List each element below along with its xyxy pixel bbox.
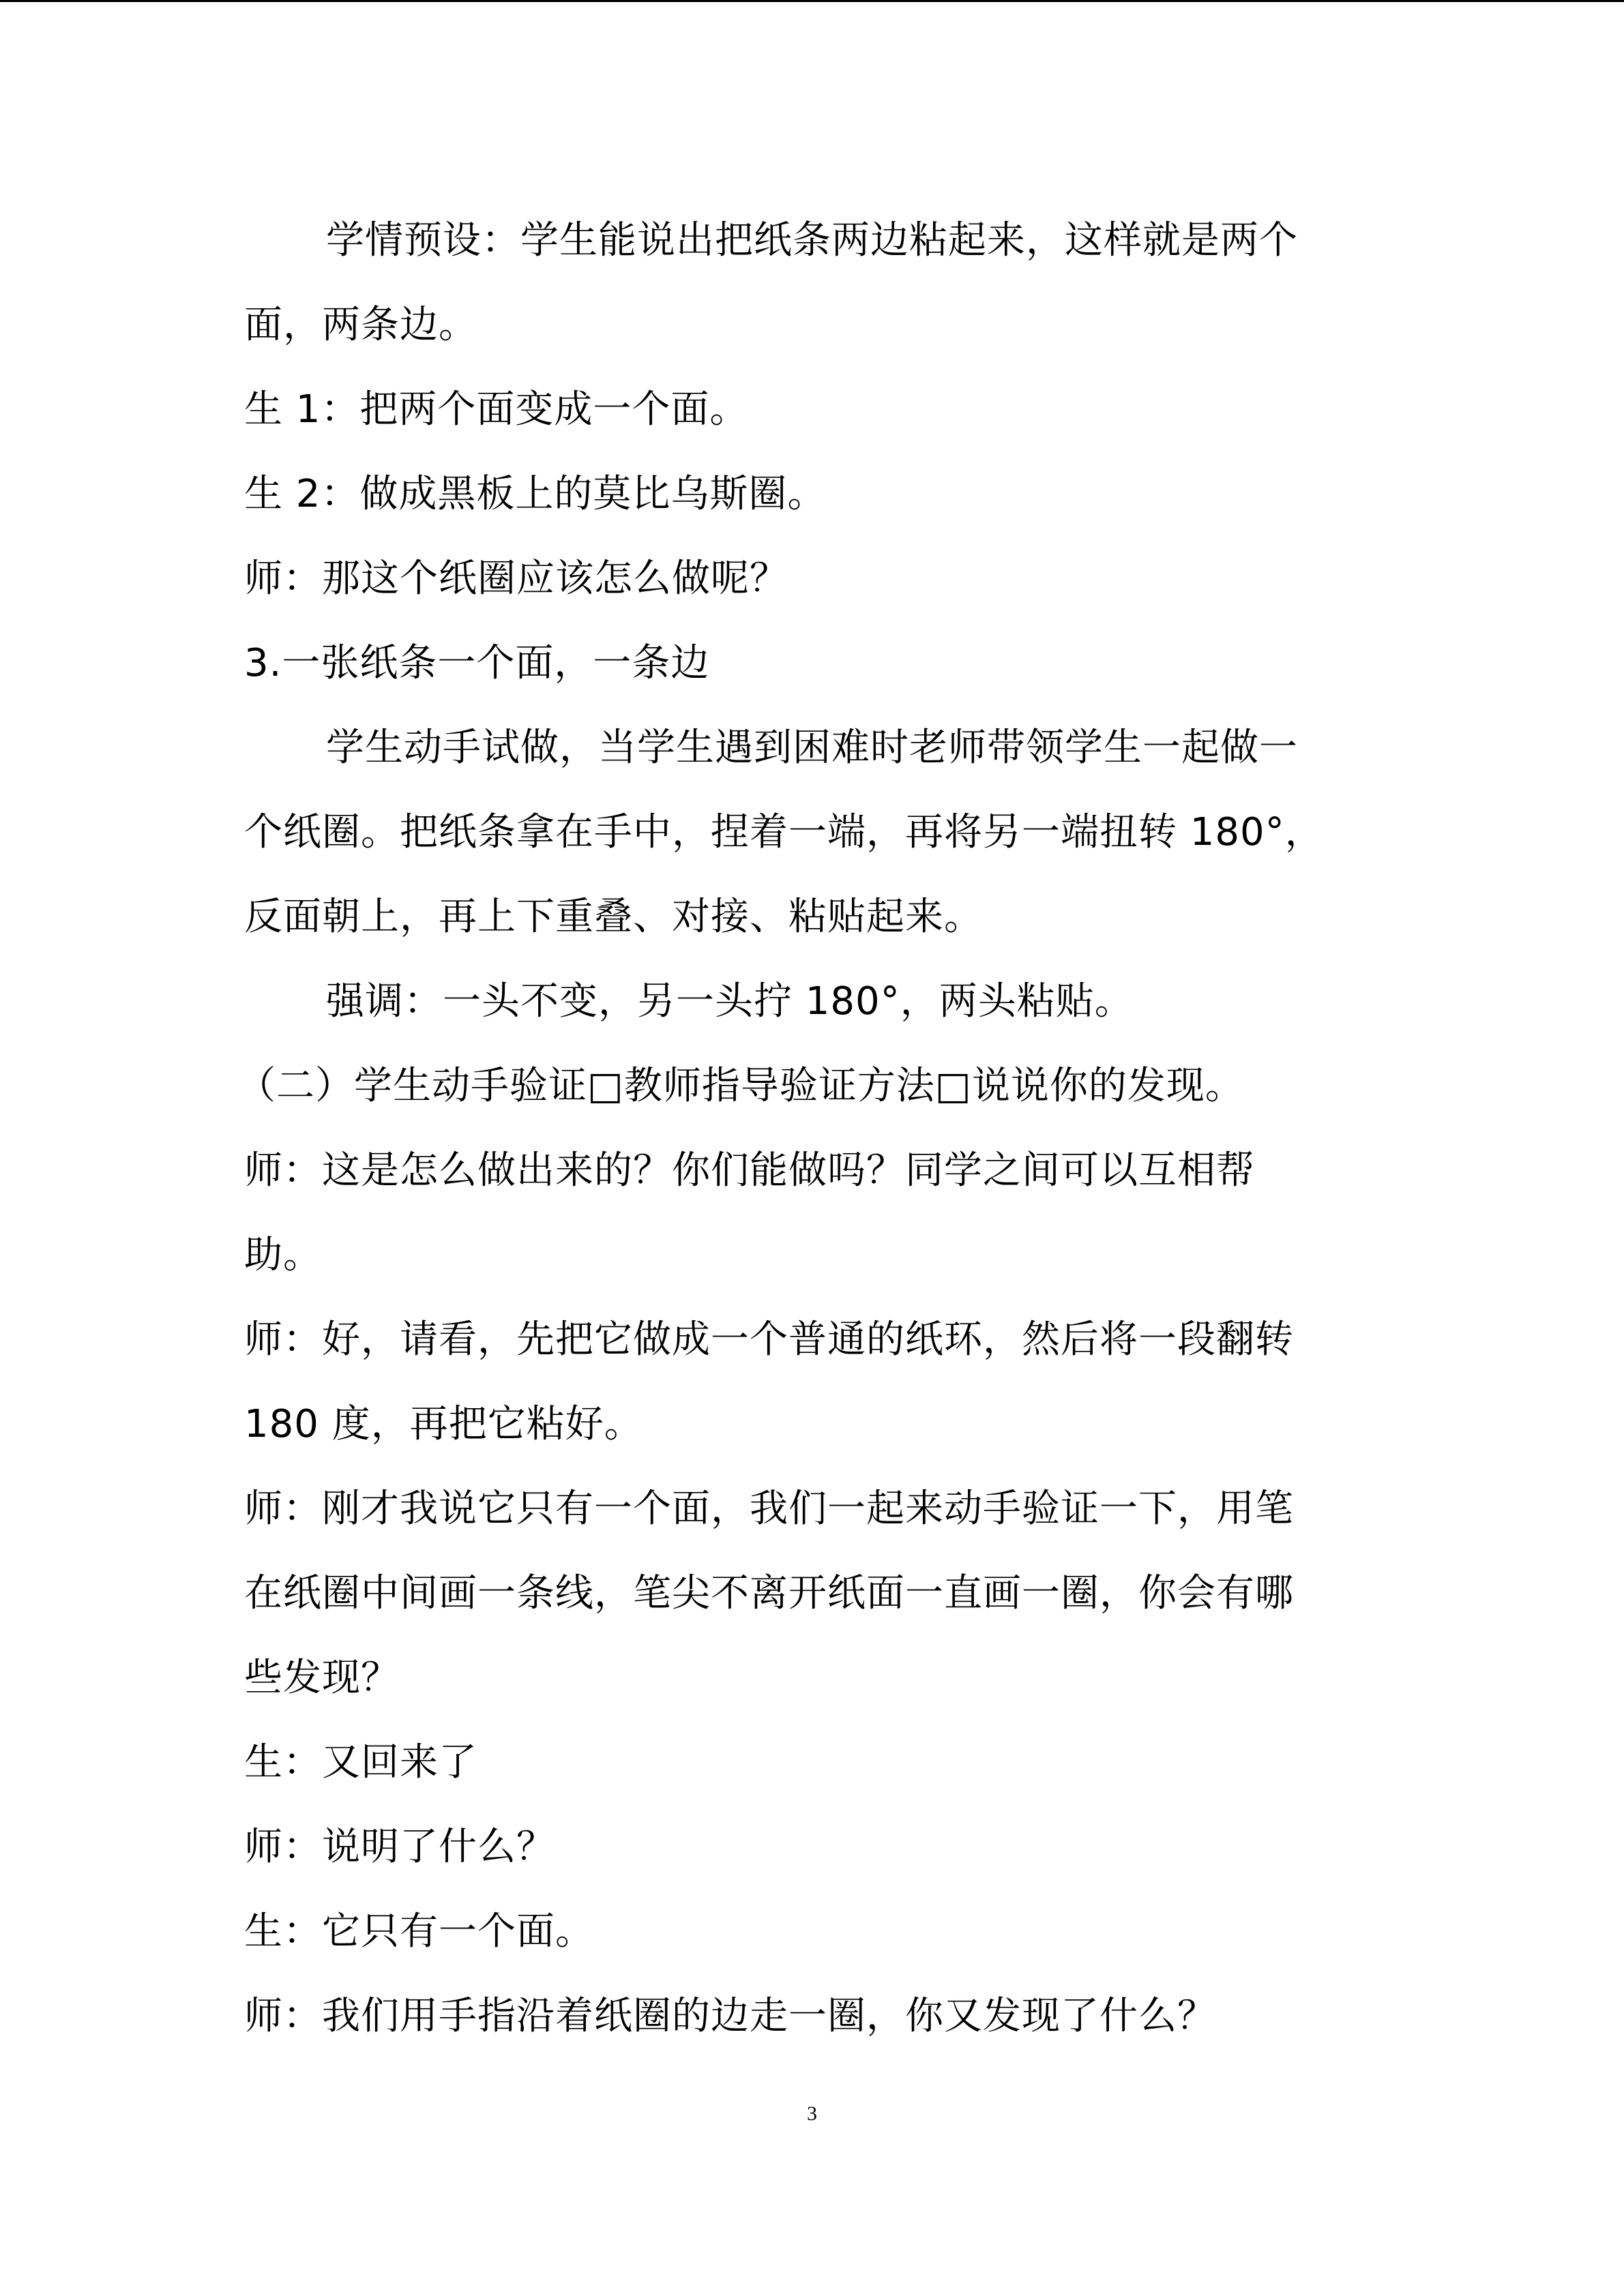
dialogue-line: 在纸圈中间画一条线，笔尖不离开纸面一直画一圈，你会有哪 bbox=[244, 1571, 1294, 1615]
section-heading: （二）学生动手验证□教师指导验证方法□说说你的发现。 bbox=[237, 1064, 1244, 1108]
paragraph-line: 个纸圈。把纸条拿在手中，捏着一端，再将另一端扭转 180°， bbox=[244, 810, 1324, 854]
dialogue-line: 生 1：把两个面变成一个面。 bbox=[244, 387, 749, 432]
top-border-rule bbox=[0, 0, 1624, 2]
dialogue-line: 助。 bbox=[244, 1233, 322, 1277]
page-number: 3 bbox=[807, 2102, 817, 2125]
paragraph-line: 学情预设：学生能说出把纸条两边粘起来，这样就是两个 bbox=[326, 218, 1298, 263]
dialogue-line: 生 2：做成黑板上的莫比乌斯圈。 bbox=[244, 472, 827, 516]
paragraph-line: 反面朝上，再上下重叠、对接、粘贴起来。 bbox=[244, 895, 983, 939]
dialogue-line: 师：这是怎么做出来的？你们能做吗？同学之间可以互相帮 bbox=[244, 1148, 1255, 1193]
dialogue-line: 180 度，再把它粘好。 bbox=[244, 1402, 643, 1446]
paragraph-line: 强调：一头不变，另一头拧 180°，两头粘贴。 bbox=[326, 979, 1134, 1024]
section-heading: 3.一张纸条一个面，一条边 bbox=[244, 641, 710, 685]
paragraph-line: 面，两条边。 bbox=[244, 303, 477, 347]
dialogue-line: 师：那这个纸圈应该怎么做呢？ bbox=[244, 556, 788, 601]
paragraph-line: 学生动手试做，当学生遇到困难时老师带领学生一起做一 bbox=[326, 726, 1298, 770]
dialogue-line: 师：好，请看，先把它做成一个普通的纸环，然后将一段翻转 bbox=[244, 1317, 1294, 1362]
dialogue-line: 生：又回来了 bbox=[244, 1740, 477, 1785]
dialogue-line: 师：我们用手指沿着纸圈的边走一圈，你又发现了什么？ bbox=[244, 1994, 1216, 2038]
dialogue-line: 师：刚才我说它只有一个面，我们一起来动手验证一下，用笔 bbox=[244, 1487, 1294, 1531]
dialogue-line: 生：它只有一个面。 bbox=[244, 1909, 594, 1954]
dialogue-line: 些发现？ bbox=[244, 1656, 400, 1700]
dialogue-line: 师：说明了什么？ bbox=[244, 1825, 555, 1869]
